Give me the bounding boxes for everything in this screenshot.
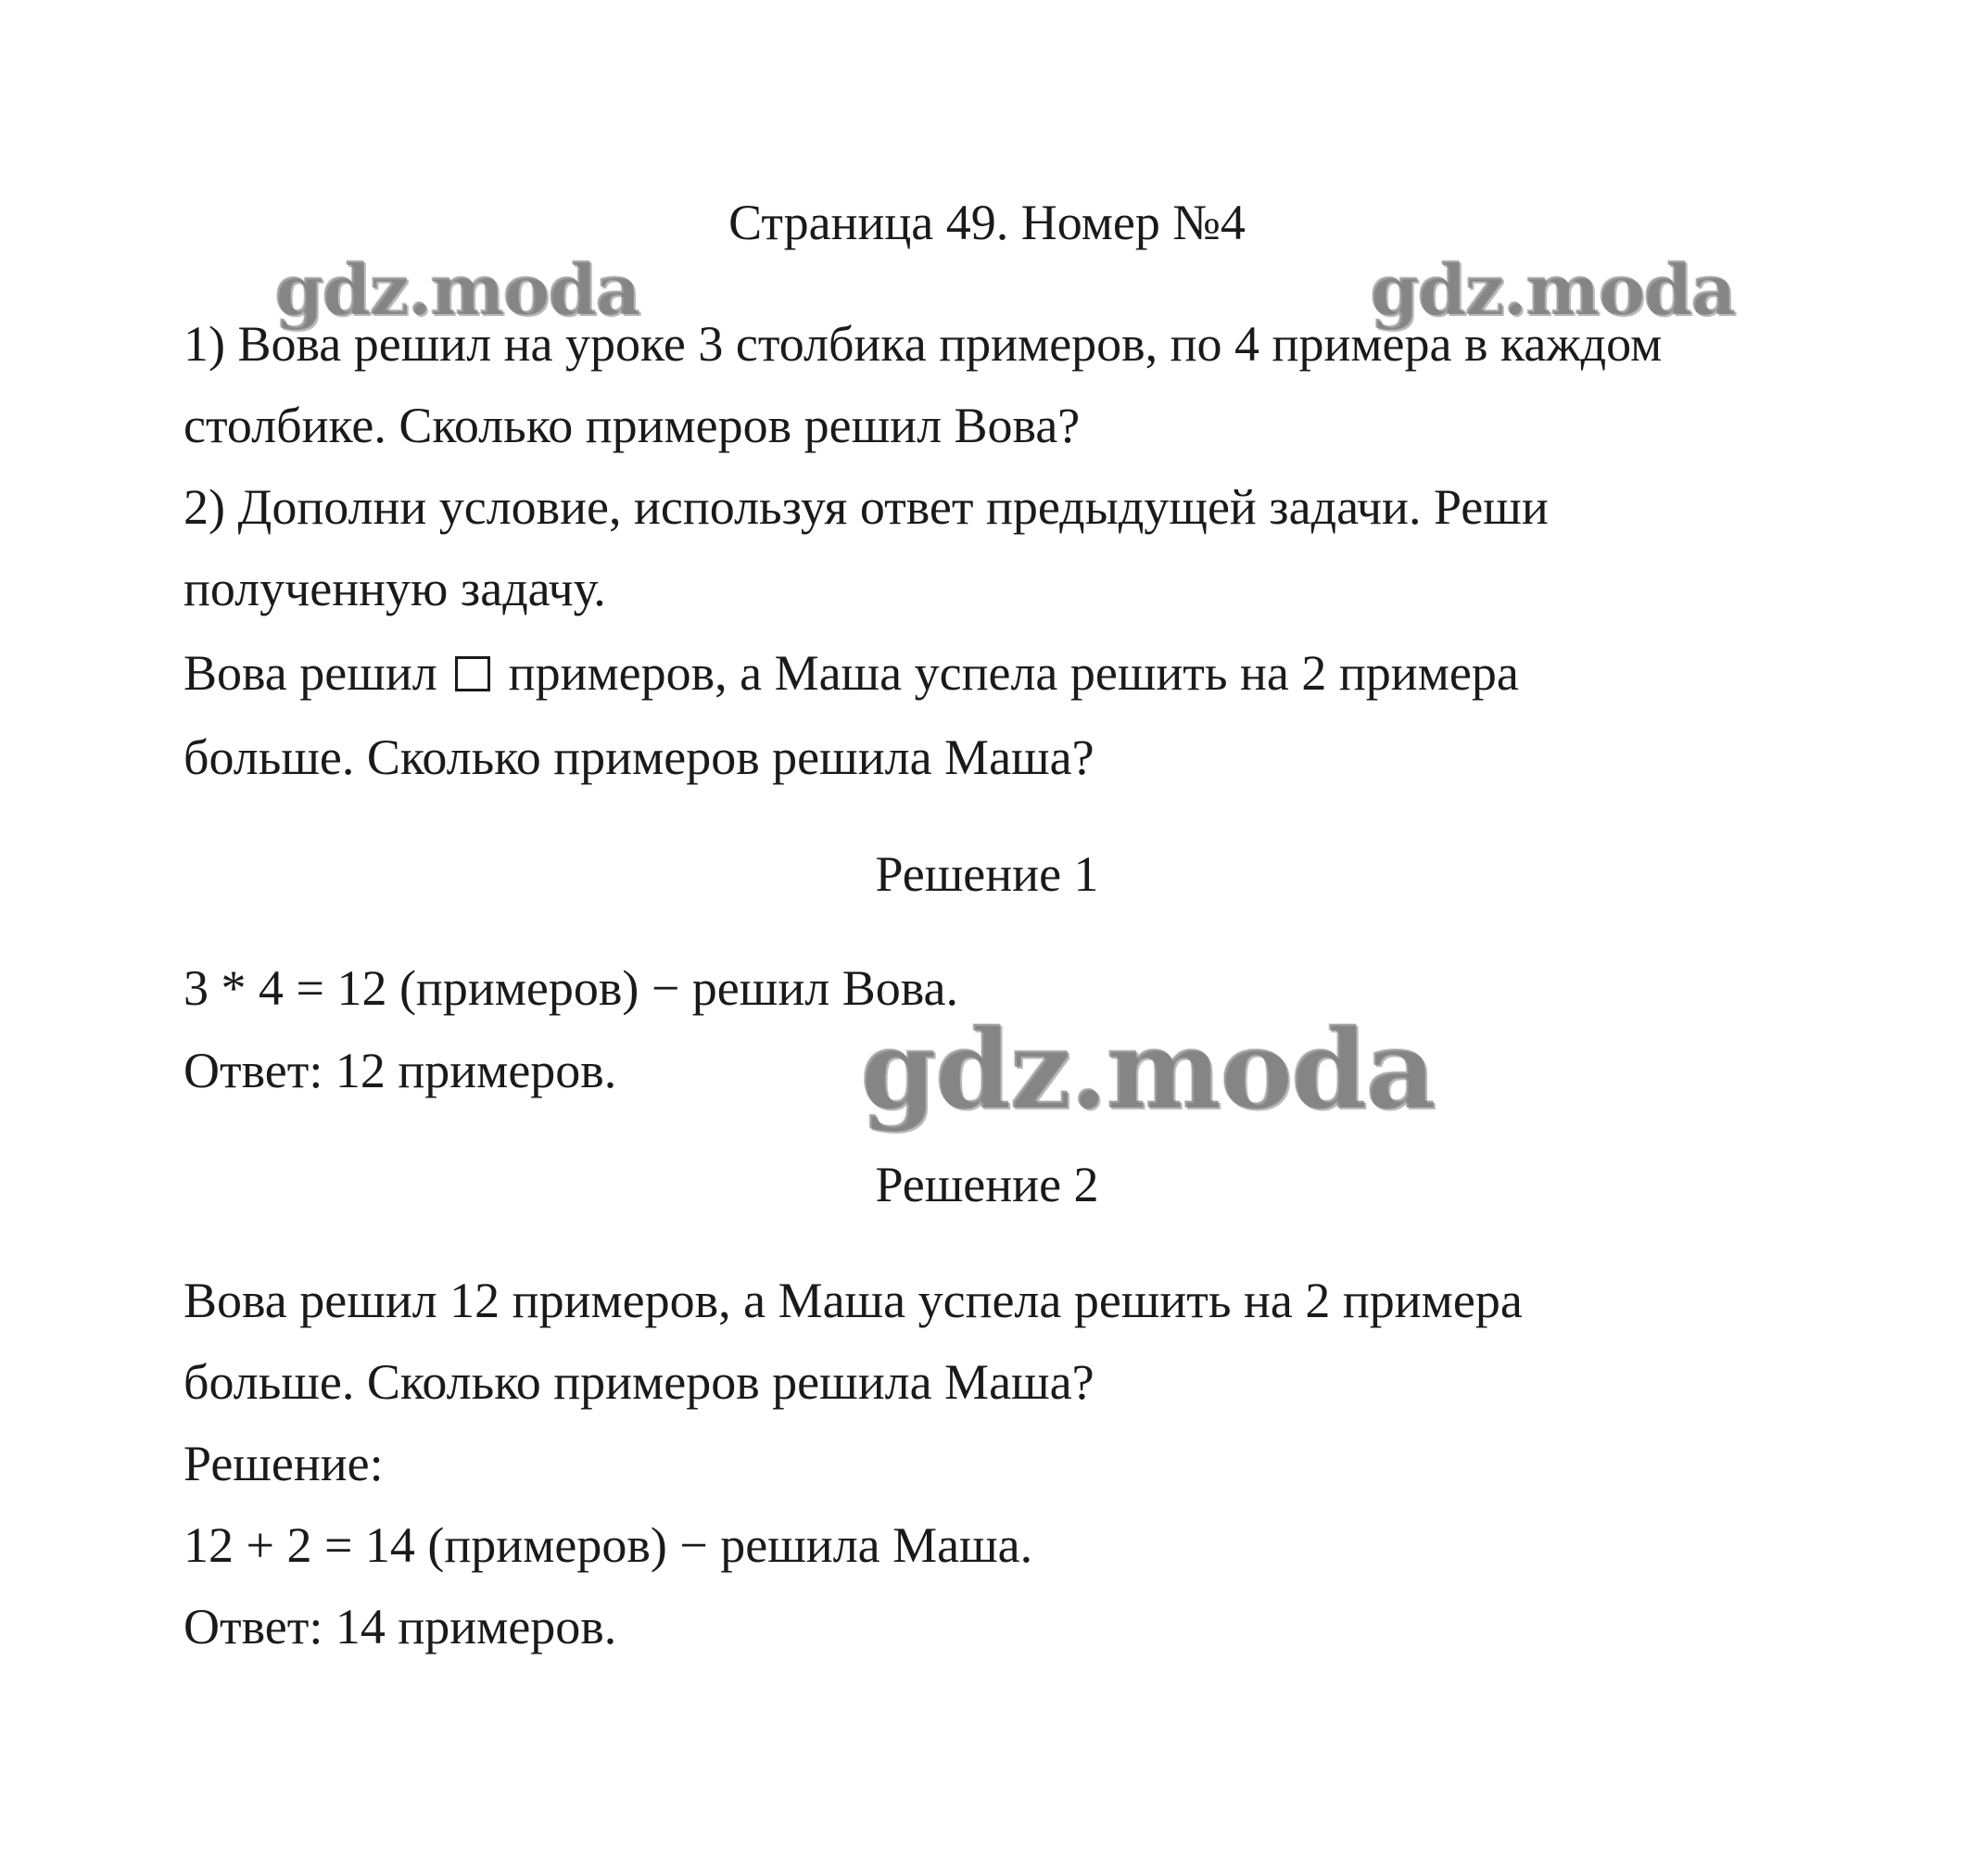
watermark: gdz.moda — [860, 1005, 1435, 1134]
blank-box — [455, 656, 490, 691]
solution-calc: 3 * 4 = 12 (примеров) − решил Вова. — [183, 960, 958, 1016]
solution-label: Решение: — [183, 1436, 384, 1491]
solution-answer: Ответ: 14 примеров. — [183, 1599, 617, 1654]
solution-answer: Ответ: 12 примеров. — [183, 1043, 617, 1098]
task-line: 1) Вова решил на уроке 3 столбика примеров, по 4 примера в каждом — [183, 316, 1663, 372]
task-line-end: примеров, а Маша успела решить на 2 примера — [508, 645, 1519, 701]
page-title: Страница 49. Номер №4 — [728, 195, 1246, 250]
task-line: столбике. Сколько примеров решил Вова? — [183, 398, 1081, 453]
task-line: 2) Дополни условие, используя ответ предыдущей задачи. Реши — [183, 479, 1549, 535]
watermark: gdz.moda — [274, 248, 639, 331]
watermark: gdz.moda — [1370, 248, 1735, 331]
solution-text: больше. Сколько примеров решила Маша? — [183, 1354, 1095, 1410]
task-line: полученную задачу. — [183, 561, 606, 616]
solution-heading: Решение 1 — [875, 846, 1099, 902]
task-line — [183, 645, 1519, 701]
solution-text: Вова решил 12 примеров, а Маша успела решить на 2 примера — [183, 1273, 1523, 1328]
task-line: больше. Сколько примеров решила Маша? — [183, 729, 1095, 785]
solution-heading: Решение 2 — [875, 1157, 1099, 1212]
solution-calc: 12 + 2 = 14 (примеров) − решила Маша. — [183, 1517, 1033, 1573]
task-line-start: Вова решил — [183, 645, 437, 701]
